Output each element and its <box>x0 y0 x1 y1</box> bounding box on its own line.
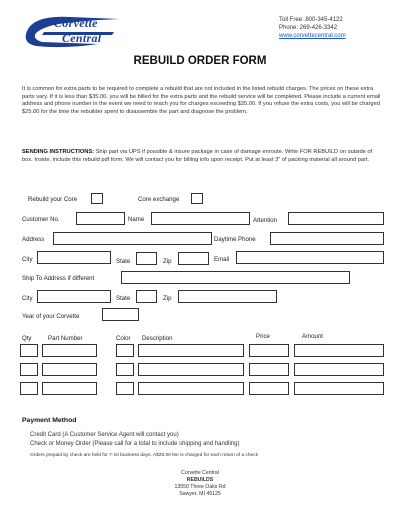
amount-field[interactable] <box>294 382 384 395</box>
payment-method-heading: Payment Method <box>22 417 77 424</box>
qty-field[interactable] <box>20 363 38 376</box>
color-field[interactable] <box>116 382 134 395</box>
address-label: Address <box>22 236 45 243</box>
sending-instructions-text: Ship part via UPS if possible & insure package in case of damage enroute. Write FOR REBUILD on outside of box. Inside, include this rebuild pdf form. We will contact you for billing info upon receipt. Put at least 3" of packing material all around part. <box>22 149 373 163</box>
footer-street: 13550 Three Oaks Rd <box>174 484 226 490</box>
customer-no-label: Customer No. <box>22 216 60 223</box>
qty-header: Qty <box>22 335 32 342</box>
daytime-phone-label: Daytime Phone <box>214 236 256 243</box>
part-number-field[interactable] <box>42 344 97 357</box>
part-number-field[interactable] <box>42 382 97 395</box>
year-field[interactable] <box>102 308 139 321</box>
attention-label: Attention <box>253 217 278 224</box>
email-label: Email <box>214 256 230 263</box>
qty-field[interactable] <box>20 382 38 395</box>
footer-department: REBUILDS <box>186 477 214 483</box>
amount-field[interactable] <box>294 344 384 357</box>
price-field[interactable] <box>249 382 289 395</box>
email-field[interactable] <box>236 251 384 264</box>
website-link[interactable]: www.corvettecentral.com <box>279 33 346 39</box>
state-label: State <box>116 258 131 265</box>
customer-no-field[interactable] <box>76 212 125 225</box>
name-field[interactable] <box>151 212 250 225</box>
qty-field[interactable] <box>20 344 38 357</box>
description-field[interactable] <box>138 363 244 376</box>
footer-company: Corvette Central <box>181 470 219 476</box>
zip-field[interactable] <box>178 252 209 265</box>
payment-check-option: Check or Money Order (Please call for a total to include shipping and handling) <box>30 441 240 447</box>
price-field[interactable] <box>249 363 289 376</box>
payment-credit-card-option: Credit Card (A Customer Service Agent will contact you) <box>30 432 179 438</box>
city-label: City <box>22 256 33 263</box>
daytime-phone-field[interactable] <box>270 232 384 245</box>
ship-city-field[interactable] <box>37 290 111 303</box>
ship-state-label: State <box>116 295 131 302</box>
color-field[interactable] <box>116 363 134 376</box>
description-header: Description <box>142 335 173 342</box>
color-header: Color <box>116 335 131 342</box>
state-field[interactable] <box>136 252 157 265</box>
city-field[interactable] <box>37 251 111 264</box>
amount-header: Amount <box>302 333 324 340</box>
description-field[interactable] <box>138 382 244 395</box>
logo-text-line1: Corvette <box>54 16 98 30</box>
ship-state-field[interactable] <box>136 290 157 303</box>
footer-city: Sawyer, MI 49125 <box>179 491 221 497</box>
ship-zip-label: Zip <box>163 295 172 302</box>
ship-zip-field[interactable] <box>178 290 277 303</box>
price-field[interactable] <box>249 344 289 357</box>
zip-label: Zip <box>163 258 172 265</box>
part-number-field[interactable] <box>42 363 97 376</box>
intro-paragraph: It is common for extra parts to be required to complete a rebuild that are not included in the listed rebuild charges. The prices on these extra parts vary. If it is less than $35.00, you will be billed for the extra parts and the rebuild service will be completed. Please include a current email address and phone number in the event we need to reach you for charges exceeding $35.00. If you refuse the extra costs, you will be charged $25.00 for the time the rebuilder spent to disassemble the part and diagnose the problem. <box>22 86 381 115</box>
amount-field[interactable] <box>294 363 384 376</box>
attention-field[interactable] <box>288 212 384 225</box>
part-number-header: Part Number <box>48 335 83 342</box>
payment-check-note: Orders prepaid by check are held for 7-10 business days. A$25.00 fee is charged for each return of a check <box>30 453 258 458</box>
phone-number: Phone: 269-426-3342 <box>279 25 338 31</box>
sending-instructions <box>22 149 384 164</box>
core-exchange-label: Core exchange <box>138 196 180 203</box>
core-exchange-checkbox[interactable] <box>191 193 203 204</box>
name-label: Name <box>128 216 145 223</box>
company-logo <box>24 11 124 51</box>
logo-text-line2: Central <box>62 31 102 45</box>
rebuild-core-label: Rebuild your Core <box>28 196 78 203</box>
price-header: Price <box>256 333 270 340</box>
ship-city-label: City <box>22 295 33 302</box>
address-field[interactable] <box>53 232 212 245</box>
description-field[interactable] <box>138 344 244 357</box>
sending-instructions-heading: SENDING INSTRUCTIONS: <box>22 149 95 155</box>
year-label: Year of your Corvette <box>22 313 80 320</box>
rebuild-core-checkbox[interactable] <box>91 193 103 204</box>
toll-free-number: Toll Free: 800-345-4122 <box>279 17 343 23</box>
color-field[interactable] <box>116 344 134 357</box>
ship-to-address-field[interactable] <box>121 271 350 284</box>
ship-to-label: Ship To Address if different <box>22 275 95 282</box>
page-title: REBUILD ORDER FORM <box>133 55 267 67</box>
